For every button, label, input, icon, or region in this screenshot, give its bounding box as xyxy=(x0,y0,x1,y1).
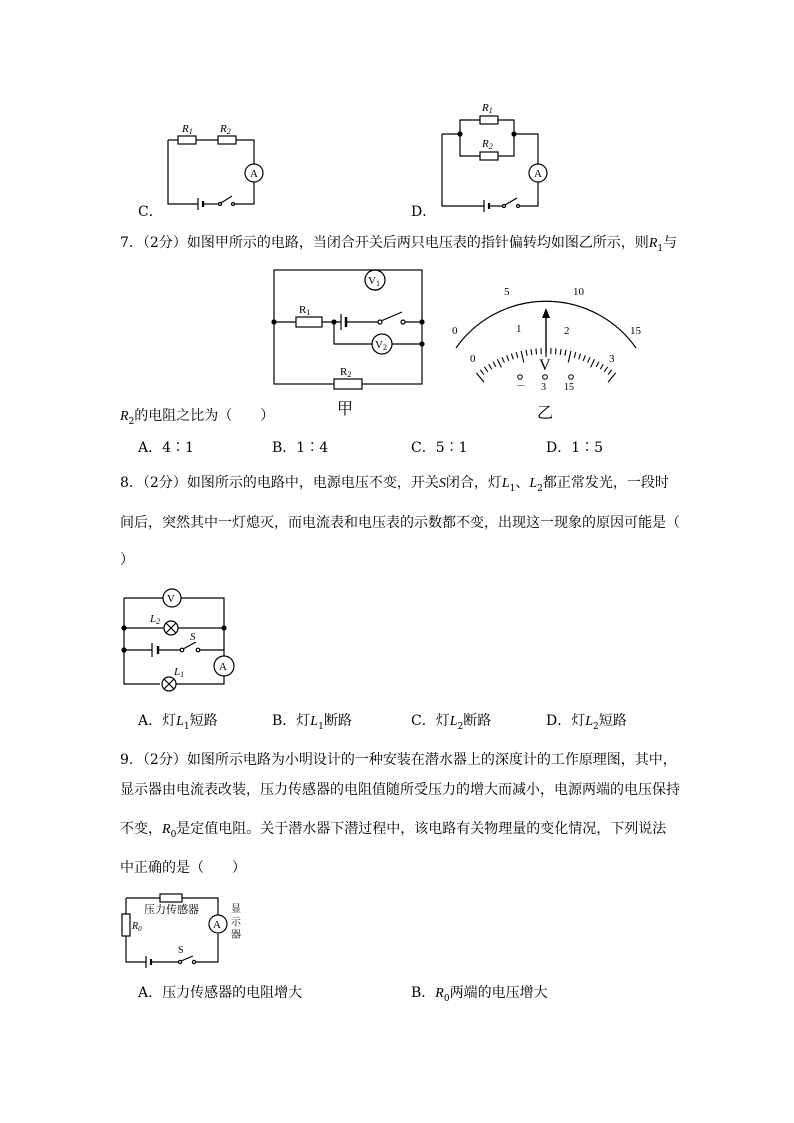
dial-tick xyxy=(476,373,484,382)
question-8-line-2: 间后，突然其中一灯熄灭，而电流表和电压表的示数都不变，出现这一现象的原因可能是（ xyxy=(120,515,680,531)
dial-tick xyxy=(591,359,595,367)
r1-label: R xyxy=(299,304,307,316)
voltmeter-symbol: V xyxy=(167,593,175,605)
v2-symbol: V xyxy=(375,339,383,351)
switch-label: S xyxy=(178,945,184,956)
dial-tick xyxy=(497,359,501,367)
option-d-label: D． xyxy=(411,204,437,220)
l2-label: L xyxy=(150,613,157,625)
svg-text:R1: R1 xyxy=(182,123,193,136)
question-9-line-1: 9．（2分）如图所示电路为小明设计的一种安装在潜水器上的深度计的工作原理图，其中， xyxy=(120,752,677,768)
dial-tick xyxy=(484,367,487,372)
question-9-line-2: 显示器由电流表改装，压力传感器的电阻值随所受压力的增大而减小，电源两端的电压保持 xyxy=(120,782,680,798)
r2-label: R xyxy=(220,123,227,135)
terminal-negative: － xyxy=(516,381,526,392)
svg-text:L1: L1 xyxy=(174,666,185,679)
r1-label: R xyxy=(182,123,189,135)
q9-option-b[interactable]: B．$R_0$两端的电压增大 xyxy=(411,985,548,1004)
outer-tick-0: 0 xyxy=(452,325,458,337)
dial-tick xyxy=(511,354,513,360)
option-c-label: C． xyxy=(138,204,163,220)
outer-tick-15: 15 xyxy=(630,325,641,337)
terminal-15: 15 xyxy=(564,382,574,393)
svg-text:R2: R2 xyxy=(220,123,231,136)
r2-label: R xyxy=(482,138,489,150)
outer-tick-5: 5 xyxy=(504,286,510,298)
display-label-3: 器 xyxy=(231,930,241,941)
dial-tick xyxy=(588,357,590,362)
q8-option-b[interactable]: B．灯$L_1$断路 xyxy=(272,713,352,732)
inner-tick-2: 2 xyxy=(564,325,570,337)
circuit-diagram-jia xyxy=(268,264,428,392)
svg-text:R1: R1 xyxy=(482,102,493,115)
dial-tick xyxy=(579,354,581,360)
l1-label: L xyxy=(174,666,181,678)
q8-option-d[interactable]: D．灯$L_2$短路 xyxy=(546,713,627,732)
dial-tick xyxy=(502,357,504,362)
switch-label: S xyxy=(190,631,196,643)
r0-label: R xyxy=(132,921,139,932)
circuit-diagram-d xyxy=(434,98,556,212)
question-7-line-1: 7．（2分）如图甲所示的电路，当闭合开关后两只电压表的指针偏转均如图乙所示，则$R_1$与 xyxy=(120,235,678,254)
dial-tick xyxy=(493,362,496,367)
terminal-3: 3 xyxy=(541,382,546,393)
dial-tick xyxy=(583,355,585,361)
question-9-line-3: 不变，$R_0$是定值电阻。关于潜水器下潜过程中，该电路有关物理量的变化情况，下列说法 xyxy=(120,821,667,840)
question-8-line-3: ） xyxy=(120,552,134,568)
dial-tick xyxy=(604,367,607,372)
svg-text:R1: R1 xyxy=(299,304,311,317)
q8-option-a[interactable]: A．灯$L_1$短路 xyxy=(138,713,218,732)
dial-tick xyxy=(526,350,527,356)
ammeter-symbol: A xyxy=(219,661,227,673)
dial-tick xyxy=(531,349,532,355)
circuit-diagram-c xyxy=(160,118,270,210)
dial-tick xyxy=(521,351,524,363)
ammeter-symbol: A xyxy=(213,919,221,931)
dial-tick xyxy=(608,370,612,375)
figure-yi-caption: 乙 xyxy=(537,403,554,422)
circuit-diagram-q9 xyxy=(118,890,248,968)
svg-text:V2: V2 xyxy=(375,339,387,352)
circuit-diagram-q8 xyxy=(118,584,242,692)
q8-option-c[interactable]: C．灯$L_2$断路 xyxy=(411,713,492,732)
svg-text:R0: $R_0$ xyxy=(132,921,142,933)
question-9-line-4: 中正确的是（ ） xyxy=(120,860,246,876)
display-label-2: 示 xyxy=(231,917,241,928)
inner-tick-3: 3 xyxy=(609,353,615,365)
display-label-1: 显 xyxy=(231,904,241,915)
q7-option-c[interactable]: C．5∶1 xyxy=(411,440,468,456)
dial-tick xyxy=(516,352,518,358)
inner-tick-1: 1 xyxy=(516,323,522,335)
question-8-line-1: 8．（2分）如图所示的电路中，电源电压不变，开关S闭合，灯$L_1$、$L_2$都正常发光，一段时 xyxy=(120,475,669,494)
pressure-sensor-label: 压力传感器 xyxy=(144,904,199,916)
dial-tick xyxy=(480,370,484,375)
dial-tick xyxy=(568,351,571,363)
dial-tick xyxy=(608,373,616,382)
dial-tick xyxy=(600,364,603,369)
q7-option-a[interactable]: A．4∶1 xyxy=(138,440,194,456)
svg-text:V1: V1 xyxy=(368,275,380,288)
outer-tick-10: 10 xyxy=(573,286,584,298)
figure-jia-caption: 甲 xyxy=(337,399,354,418)
q9-option-a[interactable]: A．压力传感器的电阻增大 xyxy=(138,985,303,1001)
svg-text:L2: L2 xyxy=(150,613,161,626)
dial-tick xyxy=(565,350,566,356)
dial-tick xyxy=(489,364,492,369)
meter-unit: V xyxy=(539,357,551,374)
dial-tick xyxy=(574,352,576,358)
dial-tick xyxy=(507,355,509,361)
dial-tick xyxy=(596,362,599,367)
r1-label: R xyxy=(482,102,489,114)
q7-option-b[interactable]: B．1∶4 xyxy=(272,440,329,456)
needle-arrow xyxy=(542,308,550,318)
dial-tick xyxy=(560,349,561,355)
r2-label: R xyxy=(340,366,348,378)
dial-tick xyxy=(536,348,537,354)
svg-text:R2: R2 xyxy=(340,366,352,379)
ammeter-symbol: A xyxy=(534,168,542,180)
inner-tick-0: 0 xyxy=(470,353,476,365)
voltmeter-dial xyxy=(444,278,652,398)
svg-text:R2: R2 xyxy=(482,138,493,151)
ammeter-symbol: A xyxy=(250,168,258,180)
question-7-line-2: $R_2$的电阻之比为（ ） xyxy=(120,408,275,427)
dial-tick xyxy=(555,348,556,354)
v1-symbol: V xyxy=(368,275,376,287)
q7-option-d[interactable]: D．1∶5 xyxy=(546,440,604,456)
